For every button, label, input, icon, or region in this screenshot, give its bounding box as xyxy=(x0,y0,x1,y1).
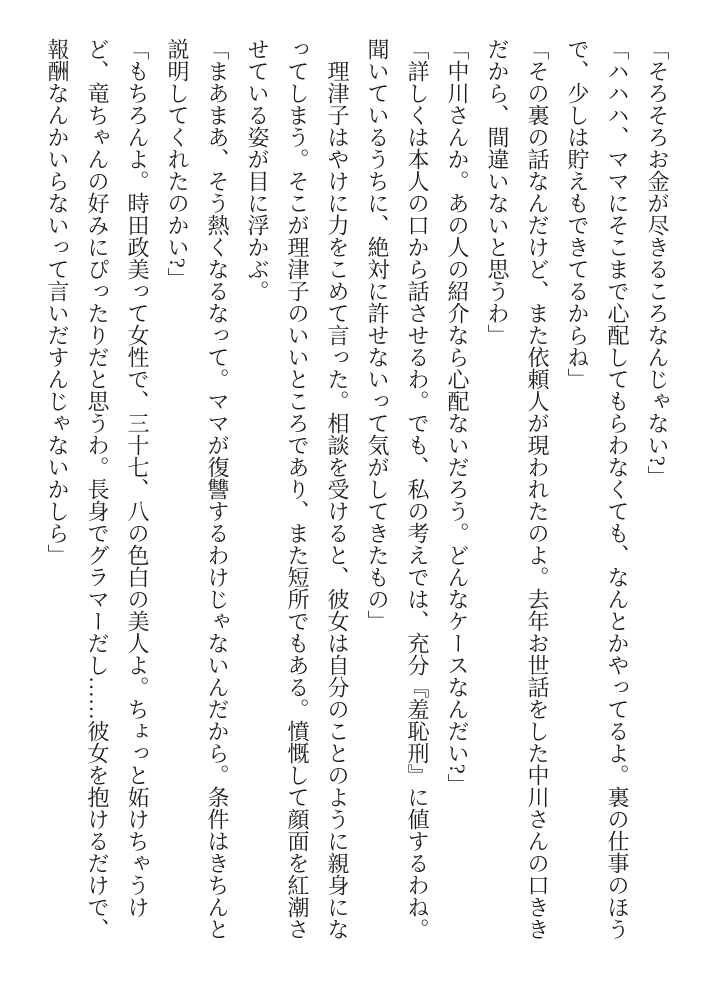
paragraph-narration-1: 理津子はやけに力をこめて言った。相談を受けると、彼女は自分のことのように親身になってしまう。そこが理津子のいいところであり、また短所でもある。憤慨して顔面を紅潮させている姿が目に浮かぶ。 xyxy=(245,38,350,940)
paragraph-dialogue-7: 「もちろんよ。時田政美って女性で、三十七、八の色白の美人よ。ちょっと妬けちゃうけど、竜ちゃんの好みにぴったりだと思うわ。長身でグラマーだし……彼女を抱けるだけで、報酬なんかいらないって言いだすんじゃないかしら」 xyxy=(45,38,150,940)
paragraph-dialogue-1: 「そろそろお金が尽きるころなんじゃない?」 xyxy=(645,38,670,488)
paragraph-dialogue-5: 「詳しくは本人の口から話させるわ。でも、私の考えでは、充分『羞恥刑』に値するわね。聞いているうちに、絶対に許せないって気がしてきたもの」 xyxy=(365,38,430,940)
novel-page xyxy=(37,38,677,950)
paragraph-dialogue-6: 「まあまあ、そう熱くなるなって。ママが復讐するわけじゃないんだから。条件はきちんと説明してくれたのかい?」 xyxy=(165,38,230,940)
paragraph-dialogue-2: 「ハハハ、ママにそこまで心配してもらわなくても、なんとかやってるよ。裏の仕事のほうで、少しは貯えもできてるからね」 xyxy=(565,38,630,940)
paragraph-dialogue-3: 「その裏の話なんだけど、また依頼人が現われたのよ。去年お世話をした中川さんの口ききだから、間違いないと思うわ」 xyxy=(485,38,550,940)
paragraph-dialogue-4: 「中川さんか。あの人の紹介なら心配ないだろう。どんなケースなんだい?」 xyxy=(445,38,470,796)
